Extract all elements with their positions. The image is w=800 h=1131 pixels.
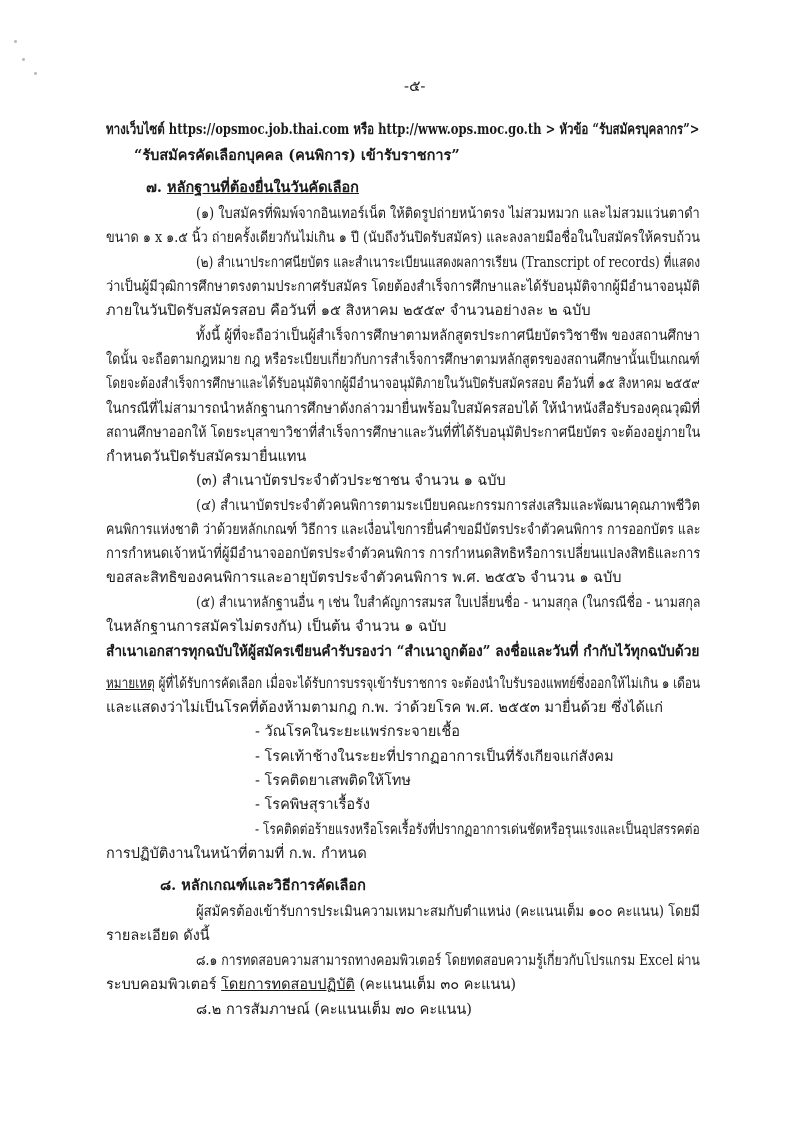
item-5-line-1: (๕) สำเนาหลักฐานอื่น ๆ เช่น ใบสำคัญการสมรส ใบเปลี่ยนชื่อ - นามสกุล (ในกรณีชื่อ - นามสกุล [196, 595, 701, 611]
note-line-6: กำหนดวันปิดรับสมัครมายื่นแทน [106, 449, 307, 465]
disease-item: - โรคเท้าช้างในระยะที่ปรากฏอาการเป็นที่รังเกียจแก่สังคม [255, 749, 614, 765]
remark-label: หมายเหตุ [106, 676, 155, 692]
item-2-line-3: ภายในวันปิดรับสมัครสอบ คือวันที่ ๑๕ สิงหาคม ๒๕๕๙ จำนวนอย่างละ ๒ ฉบับ [106, 303, 591, 319]
note-line-1: ทั้งนี้ ผู้ที่จะถือว่าเป็นผู้สำเร็จการศึกษาตามหลักสูตรประกาศนียบัตรวิชาชีพ ของสถานศึกษา [196, 328, 700, 344]
scan-speck [34, 72, 37, 75]
note-line-4: ในกรณีที่ไม่สามารถนำหลักฐานการศึกษาดังกล่าวมายื่นพร้อมใบสมัครสอบได้ ให้นำหนังสือรับรองคุณวุฒิที่ [106, 401, 701, 417]
item-2-line-1: (๒) สำเนาประกาศนียบัตร และสำเนาระเบียนแสดงผลการเรียน (Transcript of records) ที่แสดง [196, 255, 701, 271]
website-line: ทางเว็บไซต์ https://opsmoc.job.thai.com หรือ http://www.ops.moc.go.th > หัวข้อ “รับสมัครบุคลากร”> [106, 121, 700, 138]
disease-item: - โรคพิษสุราเรื้อรัง [255, 797, 371, 813]
section-7-heading [146, 178, 359, 198]
note-line-2: ใดนั้น จะถือตามกฎหมาย กฎ หรือระเบียบเกี่ยวกับการสำเร็จการศึกษาตามหลักสูตรของสถานศึกษานั้นเป็นเกณฑ์ [106, 352, 700, 368]
section-8-1-text: ระบบคอมพิวเตอร์ [106, 977, 222, 993]
certification-instruction: สำเนาเอกสารทุกฉบับให้ผู้สมัครเขียนคำรับรองว่า “สำเนาถูกต้อง” ลงชื่อและวันที่ กำกับไว้ทุกฉบับด้วย [106, 643, 700, 660]
section-8-1-score: (คะแนนเต็ม ๓๐ คะแนน) [354, 977, 517, 993]
note-line-5: สถานศึกษาออกให้ โดยระบุสาขาวิชาที่สำเร็จการศึกษาและวันที่ที่ได้รับอนุมัติประกาศนียบัตร จะต้องอยู่ภายใน [106, 425, 701, 441]
disease-item: - โรคติดต่อร้ายแรงหรือโรคเรื้อรังที่ปรากฏอาการเด่นชัดหรือรุนแรงและเป็นอุปสรรคต่อ [255, 822, 700, 838]
disease-item-cont: การปฏิบัติงานในหน้าที่ตามที่ ก.พ. กำหนด [106, 846, 367, 862]
scan-speck [14, 40, 17, 43]
section-8-1-line-2 [106, 975, 516, 995]
remark-line-1 [106, 674, 700, 694]
item-1-line-1: (๑) ใบสมัครที่พิมพ์จากอินเทอร์เน็ต ให้ติดรูปถ่ายหน้าตรง ไม่สวมหมวก และไม่สวมแว่นตาดำ [196, 206, 700, 222]
disease-item: - วัณโรคในระยะแพร่กระจายเชื้อ [255, 724, 460, 740]
item-2-line-2: ว่าเป็นผู้มีวุฒิการศึกษาตรงตามประกาศรับสมัคร โดยต้องสำเร็จการศึกษาและได้รับอนุมัติจากผู้มีอำนาจอนุมัติ [106, 279, 700, 295]
scan-speck [22, 58, 25, 61]
remark-text: ผู้ที่ได้รับการคัดเลือก เมื่อจะได้รับการบรรจุเข้ารับราชการ จะต้องนำใบรับรองแพทย์ซึ่งออกให้ไม่เกิน ๑ เดือน [154, 676, 701, 692]
item-4-line-4: ขอสละสิทธิของคนพิการและอายุบัตรประจำตัวคนพิการ พ.ศ. ๒๕๕๖ จำนวน ๑ ฉบับ [106, 570, 622, 586]
section-8-2: ๘.๒ การสัมภาษณ์ (คะแนนเต็ม ๗๐ คะแนน) [196, 1002, 472, 1018]
disease-item: - โรคติดยาเสพติดให้โทษ [255, 773, 411, 789]
item-4-line-1: (๔) สำเนาบัตรประจำตัวคนพิการตามระเบียบคณะกรรมการส่งเสริมและพัฒนาคุณภาพชีวิต [196, 498, 701, 514]
practical-test-emphasis: โดยการทดสอบปฏิบัติ [221, 977, 355, 993]
item-3: (๓) สำเนาบัตรประจำตัวประชาชน จำนวน ๑ ฉบับ [196, 473, 506, 489]
remark-line-2: และแสดงว่าไม่เป็นโรคที่ต้องห้ามตามกฎ ก.พ. ว่าด้วยโรค พ.ศ. ๒๕๕๓ มายื่นด้วย ซึ่งได้แก่ [106, 700, 663, 716]
item-5-line-2: ในหลักฐานการสมัครไม่ตรงกัน) เป็นต้น จำนวน ๑ ฉบับ [106, 619, 447, 635]
section-7-title: หลักฐานที่ต้องยื่นในวันคัดเลือก [167, 179, 359, 196]
item-1-line-2: ขนาด ๑ x ๑.๕ นิ้ว ถ่ายครั้งเดียวกันไม่เกิน ๑ ปี (นับถึงวันปิดรับสมัคร) และลงลายมือชื่อในใบสมัครให้ครบถ้วน [106, 230, 700, 246]
section-8-intro-1: ผู้สมัครต้องเข้ารับการประเมินความเหมาะสมกับตำแหน่ง (คะแนนเต็ม ๑๐๐ คะแนน) โดยมี [196, 904, 700, 920]
website-line-2: “รับสมัครคัดเลือกบุคคล (คนพิการ) เข้ารับราชการ” [134, 147, 460, 164]
item-4-line-2: คนพิการแห่งชาติ ว่าด้วยหลักเกณฑ์ วิธีการ และเงื่อนไขการยื่นคำขอมีบัตรประจำตัวคนพิการ การออกบัตร และ [106, 522, 701, 538]
item-4-line-3: การกำหนดเจ้าหน้าที่ผู้มีอำนาจออกบัตรประจำตัวคนพิการ การกำหนดสิทธิหรือการเปลี่ยนแปลงสิทธิและการ [106, 546, 701, 562]
section-8-intro-2: รายละเอียด ดังนี้ [106, 928, 210, 944]
section-7-number: ๗. [146, 179, 162, 196]
section-8-1-line-1: ๘.๑ การทดสอบความสามารถทางคอมพิวเตอร์ โดยทดสอบความรู้เกี่ยวกับโปรแกรม Excel ผ่าน [196, 953, 700, 969]
page-number: -๕- [404, 77, 426, 95]
note-line-3: โดยจะต้องสำเร็จการศึกษาและได้รับอนุมัติจากผู้มีอำนาจอนุมัติภายในวันปิดรับสมัครสอบ คือวันที่ ๑๕ สิงหาคม ๒๕๕๙ [106, 376, 700, 392]
section-8-heading: ๘. หลักเกณฑ์และวิธีการคัดเลือก [160, 877, 366, 894]
